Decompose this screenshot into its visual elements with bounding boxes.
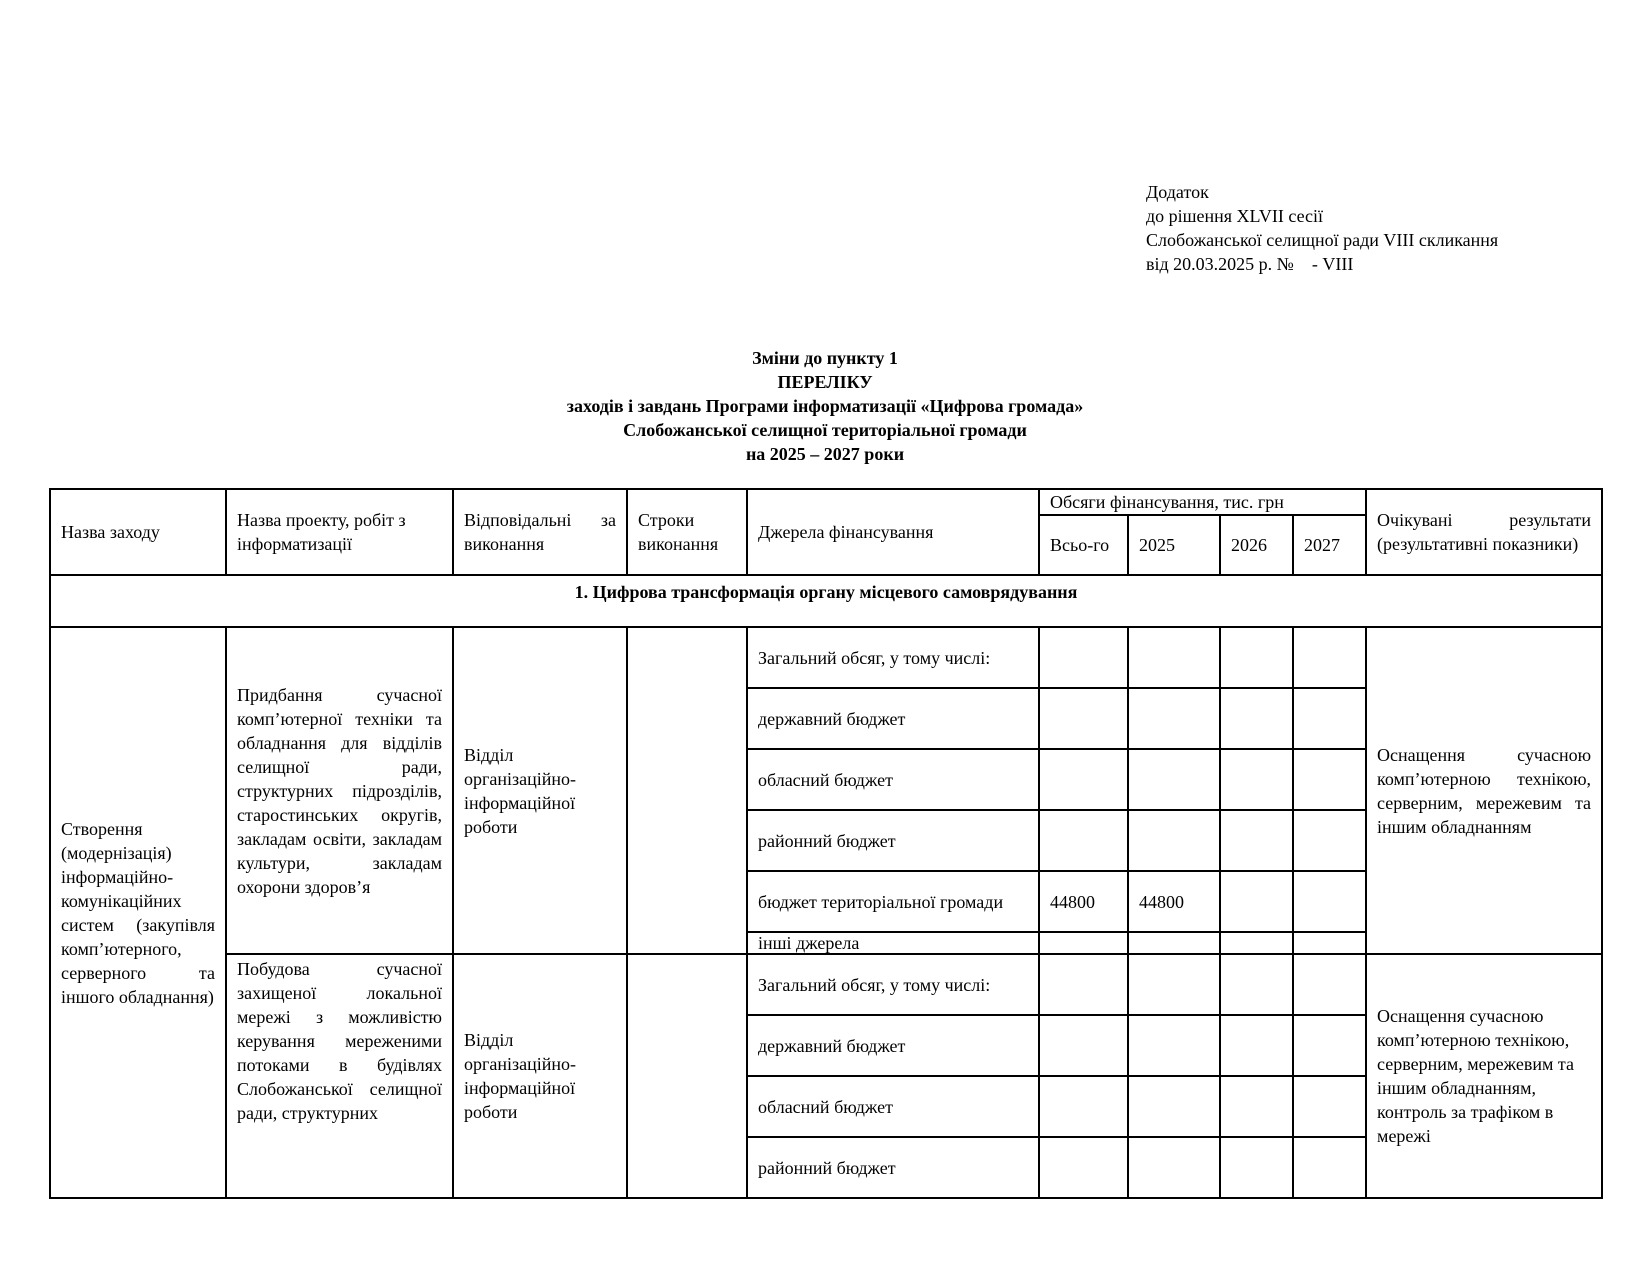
source-2025	[1128, 932, 1220, 954]
source-2027	[1293, 627, 1366, 688]
project-name: Побудова сучасної захищеної локальної мережі з можливістю керування мереженими потоками в будівлях Слобожанської селищної ради, структурних	[226, 954, 453, 1198]
header-sources: Джерела фінансування	[747, 489, 1039, 575]
source-2027	[1293, 932, 1366, 954]
source-2026	[1220, 1137, 1293, 1198]
source-2025	[1128, 1015, 1220, 1076]
source-2027	[1293, 688, 1366, 749]
source-2025	[1128, 688, 1220, 749]
source-2027	[1293, 810, 1366, 871]
source-total	[1039, 954, 1128, 1015]
title-line: Слобожанської селищної територіальної громади	[623, 420, 1027, 440]
source-label: Загальний обсяг, у тому числі:	[747, 954, 1039, 1015]
source-label: Загальний обсяг, у тому числі:	[747, 627, 1039, 688]
source-total	[1039, 932, 1128, 954]
table-row	[50, 627, 1602, 688]
source-label: інші джерела	[747, 932, 1039, 954]
title-line: заходів і завдань Програми інформатизації «Цифрова громада»	[566, 396, 1084, 416]
project-name: Придбання сучасної комп’ютерної техніки та обладнання для відділів селищної ради, структурних підрозділів, старостинських округів, закладам освіти, закладам культури, закладам охорони здоров’я	[226, 627, 453, 954]
source-2027	[1293, 871, 1366, 932]
project-result: Оснащення сучасною комп’ютерною технікою, серверним, мережевим та іншим обладнанням	[1366, 627, 1602, 954]
project-terms	[627, 627, 747, 954]
header-year-2027: 2027	[1293, 515, 1366, 575]
source-total	[1039, 1015, 1128, 1076]
source-2026	[1220, 1015, 1293, 1076]
project-responsible: Відділ організаційно-інформаційної роботи	[453, 954, 627, 1198]
measure-name: Створення (модернізація) інформаційно-комунікаційних систем (закупівля комп’ютерного, серверного та іншого обладнання)	[50, 627, 226, 1198]
source-2027	[1293, 749, 1366, 810]
header-row	[50, 489, 1602, 515]
source-2026	[1220, 932, 1293, 954]
title-line: Зміни до пункту 1	[752, 348, 898, 368]
source-2026	[1220, 810, 1293, 871]
source-label: районний бюджет	[747, 1137, 1039, 1198]
source-2025: 44800	[1128, 871, 1220, 932]
source-2025	[1128, 810, 1220, 871]
source-2025	[1128, 1137, 1220, 1198]
source-label: державний бюджет	[747, 1015, 1039, 1076]
header-total: Всьо-го	[1039, 515, 1128, 575]
section-row	[50, 575, 1602, 627]
project-terms	[627, 954, 747, 1198]
source-2025	[1128, 627, 1220, 688]
source-2026	[1220, 871, 1293, 932]
header-measure: Назва заходу	[50, 489, 226, 575]
source-total	[1039, 1137, 1128, 1198]
header-project: Назва проекту, робіт з інформатизації	[226, 489, 453, 575]
source-2026	[1220, 627, 1293, 688]
project-result: Оснащення сучасною комп’ютерною технікою, серверним, мережевим та іншим обладнанням, контроль за трафіком в мережі	[1366, 954, 1602, 1198]
source-2026	[1220, 1076, 1293, 1137]
section-title: 1. Цифрова трансформація органу місцевого самоврядування	[50, 575, 1602, 627]
source-2025	[1128, 954, 1220, 1015]
document-title	[0, 346, 1650, 466]
source-total	[1039, 749, 1128, 810]
source-2027	[1293, 1137, 1366, 1198]
header-year-2026: 2026	[1220, 515, 1293, 575]
source-label: обласний бюджет	[747, 749, 1039, 810]
annex-line: Слобожанської селищної ради VIII скликання	[1146, 230, 1499, 250]
header-terms: Строки виконання	[627, 489, 747, 575]
source-2027	[1293, 954, 1366, 1015]
title-line: на 2025 – 2027 роки	[745, 444, 905, 464]
source-2027	[1293, 1076, 1366, 1137]
source-label: районний бюджет	[747, 810, 1039, 871]
header-responsible: Відповідальні за виконання	[453, 489, 627, 575]
source-label: державний бюджет	[747, 688, 1039, 749]
title-line: ПЕРЕЛІКУ	[777, 372, 873, 392]
source-total	[1039, 1076, 1128, 1137]
source-label: бюджет територіальної громади	[747, 871, 1039, 932]
source-2026	[1220, 688, 1293, 749]
source-total	[1039, 627, 1128, 688]
measures-table	[49, 488, 1603, 1199]
source-2026	[1220, 954, 1293, 1015]
project-responsible: Відділ організаційно-інформаційної роботи	[453, 627, 627, 954]
header-results: Очікувані результати (результативні показники)	[1366, 489, 1602, 575]
annex-block	[1146, 180, 1498, 276]
annex-line: Додаток	[1146, 182, 1209, 202]
header-year-2025: 2025	[1128, 515, 1220, 575]
source-total	[1039, 810, 1128, 871]
source-2027	[1293, 1015, 1366, 1076]
source-total: 44800	[1039, 871, 1128, 932]
source-label: обласний бюджет	[747, 1076, 1039, 1137]
source-2025	[1128, 1076, 1220, 1137]
source-total	[1039, 688, 1128, 749]
annex-line: до рішення XLVII сесії	[1146, 206, 1324, 226]
table-row	[50, 954, 1602, 1015]
header-financing: Обсяги фінансування, тис. грн	[1039, 489, 1366, 515]
source-2026	[1220, 749, 1293, 810]
annex-line: від 20.03.2025 р. № - VIII	[1146, 254, 1354, 274]
source-2025	[1128, 749, 1220, 810]
